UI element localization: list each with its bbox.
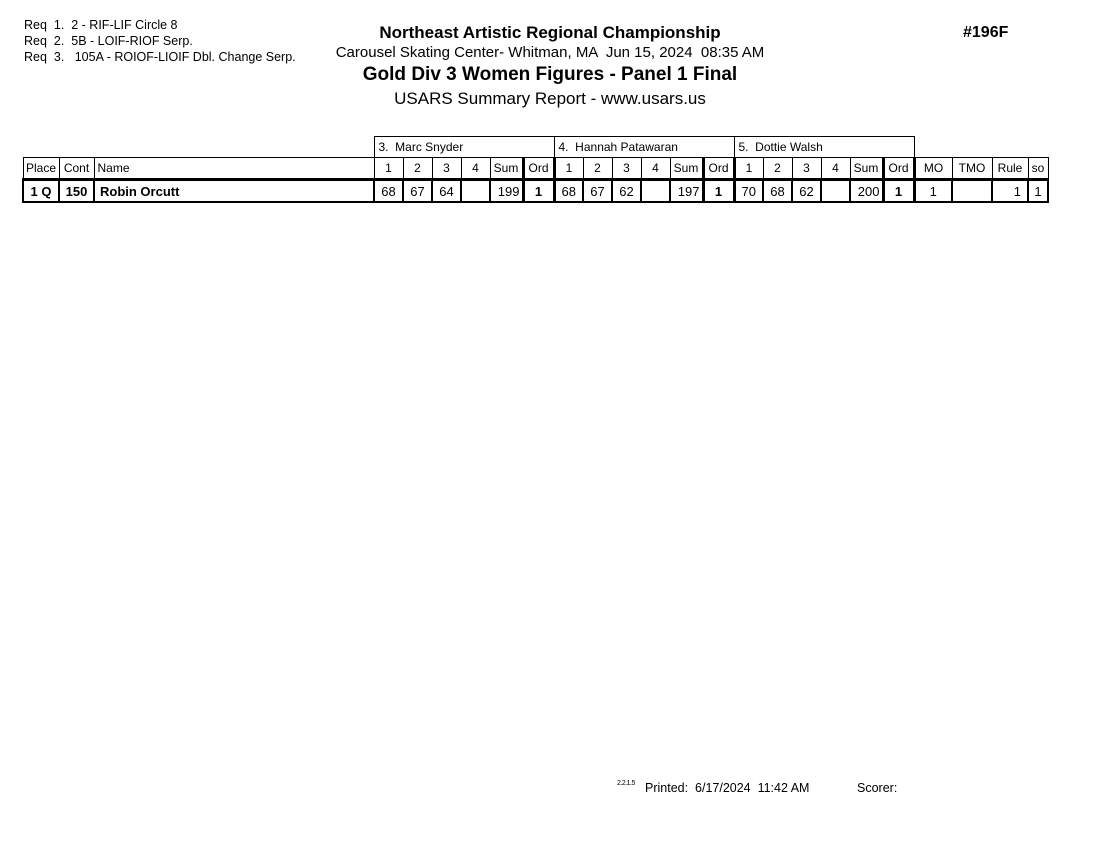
col-name: Name: [94, 158, 374, 180]
col-j1-s1: 1: [374, 158, 403, 180]
col-j3-s3: 3: [792, 158, 821, 180]
cell-cont: 150: [59, 180, 94, 203]
cell-mo: 1: [914, 180, 952, 203]
venue-date-line: Carousel Skating Center- Whitman, MA Jun 15, 2024 08:35 AM: [335, 44, 765, 61]
cell-j1-s1: 68: [374, 180, 403, 203]
col-mo: MO: [914, 158, 952, 180]
col-j2-s3: 3: [612, 158, 641, 180]
col-tmo: TMO: [952, 158, 992, 180]
championship-title: Northeast Artistic Regional Championship: [379, 23, 721, 42]
cell-j2-s4: [641, 180, 670, 203]
col-so: so: [1028, 158, 1048, 180]
competitor-row: [23, 180, 1048, 203]
judge-1-name: 3. Marc Snyder: [374, 137, 554, 158]
scorer-label: Scorer:: [857, 781, 898, 795]
cell-j3-s1: 70: [734, 180, 763, 203]
col-j3-s1: 1: [734, 158, 763, 180]
col-j2-s1: 1: [554, 158, 583, 180]
cell-j3-s2: 68: [763, 180, 792, 203]
col-j3-s4: 4: [821, 158, 850, 180]
cell-j3-sum: 200: [850, 180, 883, 203]
col-j1-ord: Ord: [523, 158, 554, 180]
col-place: Place: [23, 158, 59, 180]
judge-3-name: 5. Dottie Walsh: [734, 137, 914, 158]
judge-band-spacer-right: [914, 137, 1048, 158]
cell-j2-s1: 68: [554, 180, 583, 203]
cell-j2-sum: 197: [670, 180, 703, 203]
cell-j1-s2: 67: [403, 180, 432, 203]
cell-j3-s3: 62: [792, 180, 821, 203]
requirement-line-2: Req 2. 5B - LOIF-RIOF Serp.: [24, 34, 193, 48]
col-rule: Rule: [992, 158, 1028, 180]
judge-2-name: 4. Hannah Patawaran: [554, 137, 734, 158]
col-j3-ord: Ord: [883, 158, 914, 180]
cell-rule: 1: [992, 180, 1028, 203]
col-j3-s2: 2: [763, 158, 792, 180]
col-j2-s2: 2: [583, 158, 612, 180]
cell-j1-s3: 64: [432, 180, 461, 203]
cell-j2-s3: 62: [612, 180, 641, 203]
cell-so: 1: [1028, 180, 1048, 203]
cell-j3-ord: 1: [883, 180, 914, 203]
report-type-line: USARS Summary Report - www.usars.us: [394, 89, 706, 108]
column-header-row: [23, 158, 1048, 180]
col-j3-sum: Sum: [850, 158, 883, 180]
cell-name: Robin Orcutt: [94, 180, 374, 203]
col-j1-s3: 3: [432, 158, 461, 180]
col-j2-s4: 4: [641, 158, 670, 180]
requirement-line-3: Req 3. 105A - ROIOF-LIOIF Dbl. Change Serp.: [24, 50, 296, 64]
cell-j3-s4: [821, 180, 850, 203]
cell-place: 1 Q: [23, 180, 59, 203]
col-j1-s4: 4: [461, 158, 490, 180]
judge-band-row: [23, 137, 1048, 158]
event-number: #196F: [963, 24, 1009, 41]
col-cont: Cont: [59, 158, 94, 180]
judge-band-spacer: [23, 137, 374, 158]
requirement-line-1: Req 1. 2 - RIF-LIF Circle 8: [24, 18, 178, 32]
cell-j1-ord: 1: [523, 180, 554, 203]
cell-tmo: [952, 180, 992, 203]
cell-j1-s4: [461, 180, 490, 203]
report-header: [0, 23, 1100, 110]
printed-timestamp: Printed: 6/17/2024 11:42 AM: [645, 781, 810, 795]
event-title: Gold Div 3 Women Figures - Panel 1 Final: [362, 64, 738, 85]
col-j2-ord: Ord: [703, 158, 734, 180]
cell-j2-s2: 67: [583, 180, 612, 203]
col-j2-sum: Sum: [670, 158, 703, 180]
results-table: [22, 136, 1049, 203]
report-version: 2.2.1.5: [617, 780, 635, 787]
cell-j2-ord: 1: [703, 180, 734, 203]
col-j1-sum: Sum: [490, 158, 523, 180]
col-j1-s2: 2: [403, 158, 432, 180]
cell-j1-sum: 199: [490, 180, 523, 203]
